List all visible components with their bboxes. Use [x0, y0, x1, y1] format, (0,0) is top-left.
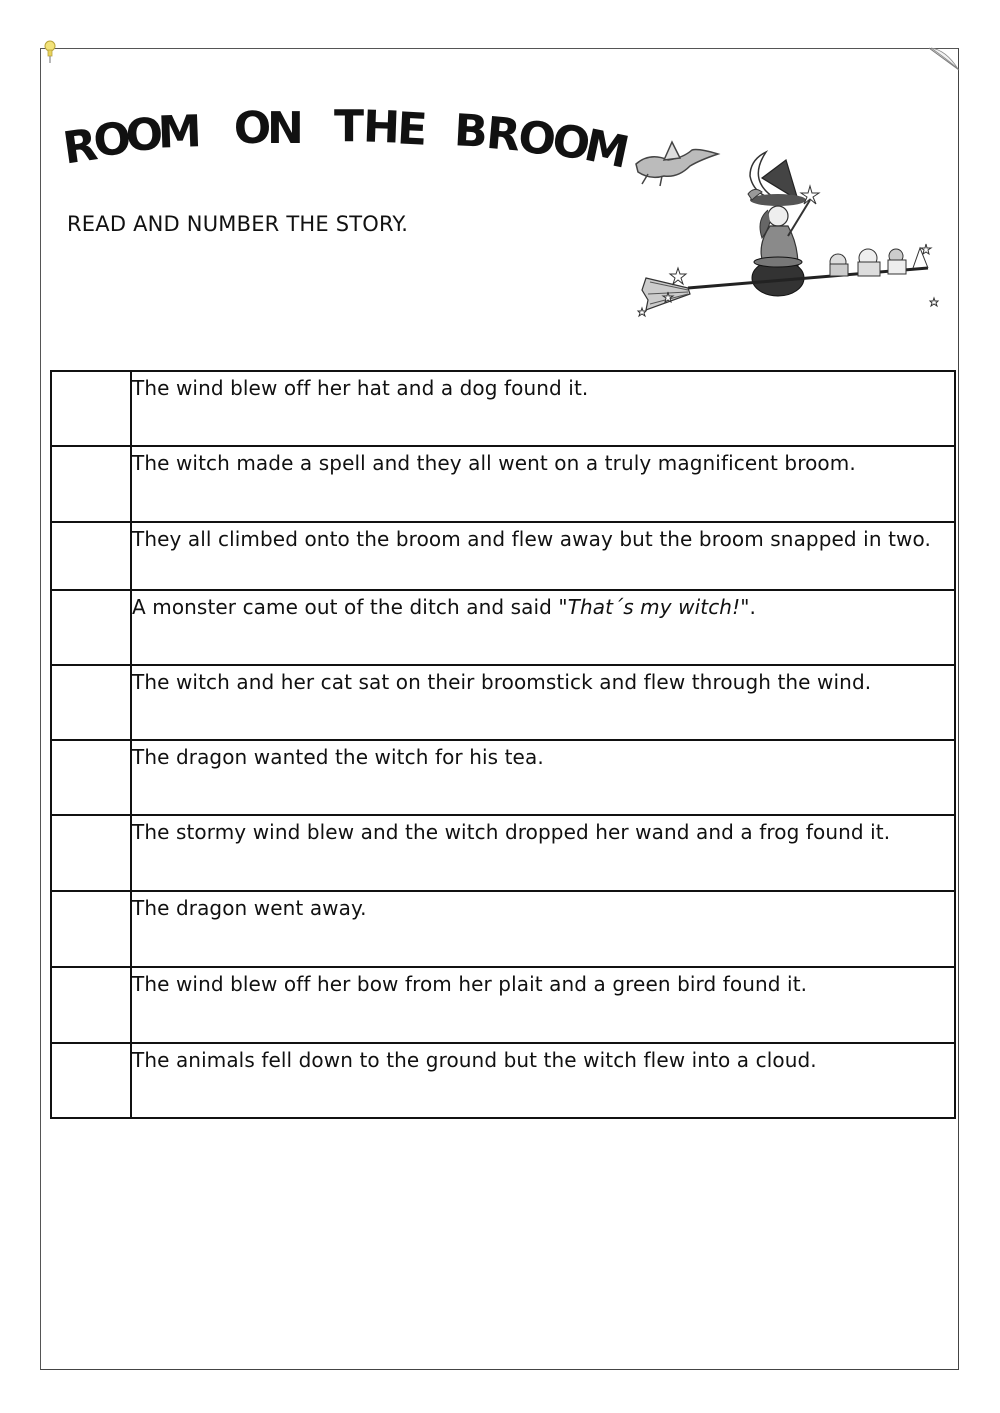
story-sentence: The wind blew off her hat and a dog found it.	[131, 371, 955, 446]
table-row	[51, 665, 955, 740]
story-sentence: The dragon went away.	[131, 891, 955, 967]
number-box[interactable]	[51, 522, 131, 590]
pin-icon	[43, 40, 57, 64]
page-curl-icon	[928, 44, 960, 74]
sentence-part: A monster came out of the ditch and said "	[132, 595, 568, 619]
table-row	[51, 446, 955, 522]
story-sentence: The dragon wanted the witch for his tea.	[131, 740, 955, 815]
title-letter: B	[452, 105, 490, 158]
sentence-quote: That´s my witch!	[567, 595, 741, 619]
story-sentence: They all climbed onto the broom and flew away but the broom snapped in two.	[131, 522, 955, 590]
number-box[interactable]	[51, 740, 131, 815]
table-row	[51, 522, 955, 590]
story-sentence	[131, 590, 955, 665]
number-box[interactable]	[51, 446, 131, 522]
table-row	[51, 740, 955, 815]
number-box[interactable]	[51, 371, 131, 446]
story-sentence: The witch made a spell and they all went on a truly magnificent broom.	[131, 446, 955, 522]
table-row	[51, 967, 955, 1043]
number-box[interactable]	[51, 590, 131, 665]
story-sentence: The witch and her cat sat on their broomstick and flew through the wind.	[131, 665, 955, 740]
table-row	[51, 590, 955, 665]
title-letter: O	[91, 112, 134, 168]
title-letter: O	[232, 102, 273, 155]
table-row	[51, 371, 955, 446]
number-box[interactable]	[51, 967, 131, 1043]
title-letter: H	[362, 101, 401, 154]
title-letter: M	[580, 119, 634, 170]
table-row	[51, 1043, 955, 1118]
instruction-text: READ AND NUMBER THE STORY.	[67, 212, 409, 236]
witch-on-broom-illustration	[628, 138, 943, 318]
number-box[interactable]	[51, 1043, 131, 1118]
table-row	[51, 891, 955, 967]
story-sentence: The wind blew off her bow from her plait and a green bird found it.	[131, 967, 955, 1043]
number-box[interactable]	[51, 815, 131, 891]
dragon-icon	[636, 142, 718, 186]
table-row	[51, 815, 955, 891]
title-letter: N	[267, 103, 304, 154]
sentence-part: ".	[740, 595, 756, 619]
number-box[interactable]	[51, 665, 131, 740]
title-letter: T	[334, 101, 365, 152]
title-letter: E	[395, 103, 429, 156]
title-letter: R	[484, 107, 523, 162]
page-title	[62, 100, 642, 170]
title-letter: O	[515, 111, 559, 167]
story-sentence: The stormy wind blew and the witch dropped her wand and a frog found it.	[131, 815, 955, 891]
story-sentence: The animals fell down to the ground but the witch flew into a cloud.	[131, 1043, 955, 1118]
number-box[interactable]	[51, 891, 131, 967]
title-letter: M	[156, 106, 203, 159]
title-letter: O	[124, 108, 165, 162]
title-letter: O	[549, 115, 594, 170]
story-table	[50, 370, 956, 1119]
title-letter: R	[62, 119, 101, 170]
